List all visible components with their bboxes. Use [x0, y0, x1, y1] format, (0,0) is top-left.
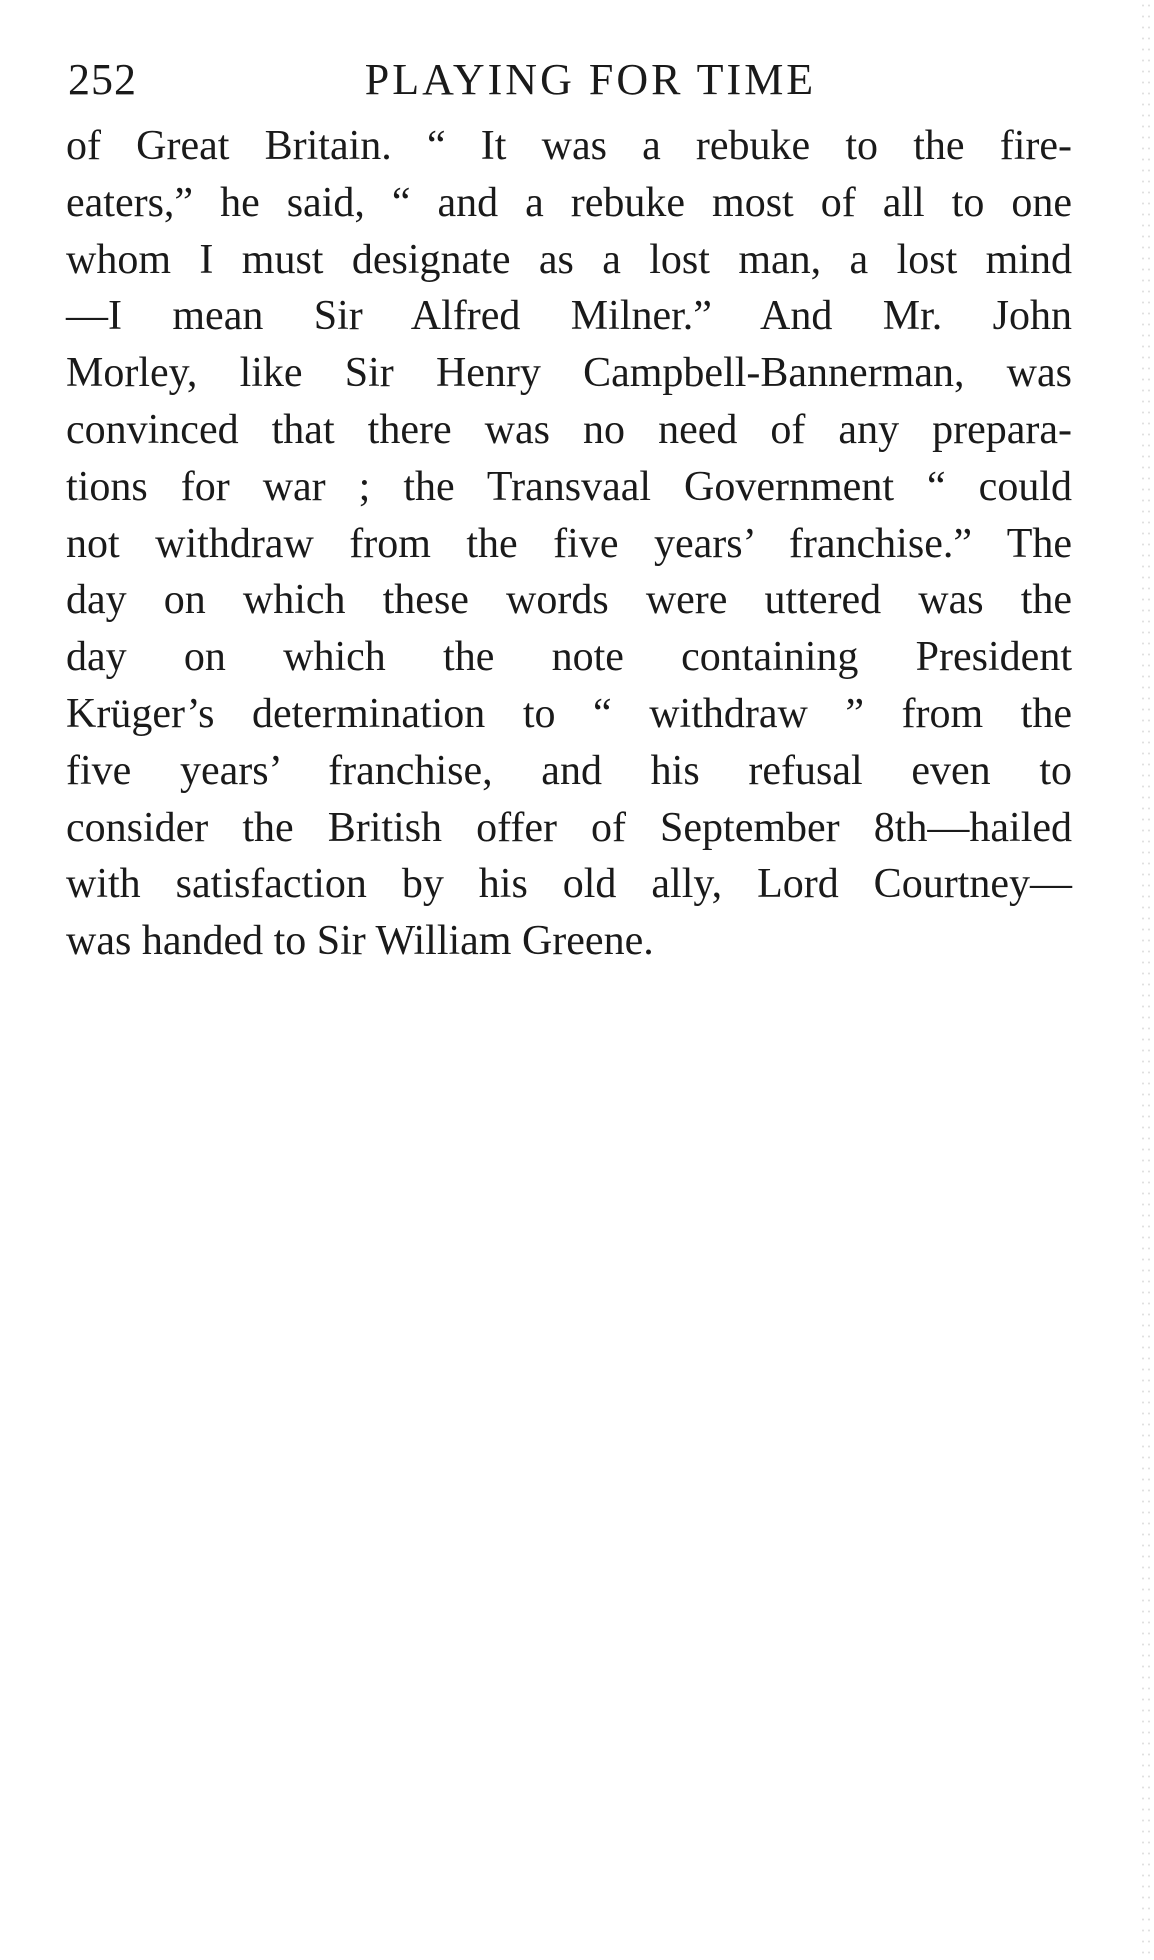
text-line-last: was handed to Sir William Greene. — [66, 918, 654, 965]
running-head — [68, 52, 1073, 108]
text-line: of Great Britain. “ It was a rebuke to the fire- — [66, 123, 1072, 169]
text-line: consider the British offer of September 8th—hailed — [66, 804, 1072, 851]
text-line: with satisfaction by his old ally, Lord Courtney— — [66, 861, 1072, 908]
text-line: day on which these words were uttered was the — [66, 577, 1072, 624]
page-edge-texture — [1140, 0, 1154, 1960]
text-line: convinced that there was no need of any prepara- — [66, 406, 1072, 453]
text-line: tions for war ; the Transvaal Government “ could — [66, 463, 1072, 510]
running-title: PLAYING FOR TIME — [364, 55, 817, 104]
text-line: day on which the note containing President — [66, 634, 1072, 681]
text-line: Morley, like Sir Henry Campbell-Bannerman, was — [66, 350, 1072, 397]
text-line: —I mean Sir Alfred Milner.” And Mr. John — [66, 293, 1072, 340]
text-line: not withdraw from the five years’ franchise.” The — [66, 520, 1072, 567]
text-line: whom I must designate as a lost man, a lost mind — [66, 236, 1072, 283]
text-line: Krüger’s determination to “ withdraw ” from the — [66, 690, 1072, 737]
text-line: eaters,” he said, “ and a rebuke most of all to one — [66, 179, 1072, 226]
body-text — [66, 118, 1072, 970]
text-line: five years’ franchise, and his refusal even to — [66, 747, 1072, 794]
page-number: 252 — [68, 55, 137, 104]
